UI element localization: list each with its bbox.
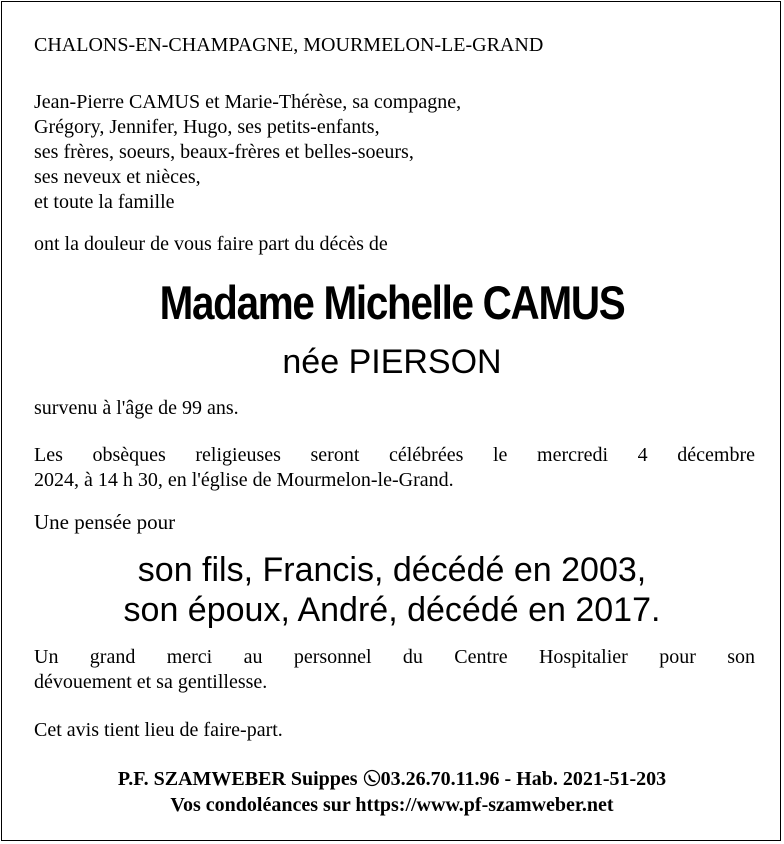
footer [2, 766, 782, 818]
family-line: ses neveux et nièces, [34, 166, 201, 188]
family-line: ses frères, soeurs, beaux-frères et belles-soeurs, [34, 141, 414, 163]
family-line: Grégory, Jennifer, Hugo, ses petits-enfants, [34, 116, 380, 138]
funeral-home-name: P.F. SZAMWEBER Suippes [117, 768, 358, 790]
family-line: Jean-Pierre CAMUS et Marie-Thérèse, sa compagne, [34, 91, 462, 113]
announcement: ont la douleur de vous faire part du décès de [34, 233, 388, 255]
funeral-details [34, 443, 755, 493]
memorial-block [2, 550, 782, 630]
family-line: et toute la famille [34, 191, 175, 213]
obituary-notice [1, 1, 781, 841]
thought-intro: Une pensée pour [34, 510, 176, 534]
thanks-line: Un grand merci au personnel du Centre Hospitalier pour son [34, 646, 755, 668]
notice-line: Cet avis tient lieu de faire-part. [34, 719, 283, 741]
condolences-line: Vos condoléances sur https://www.pf-szamweber.net [170, 794, 614, 816]
age-line: survenu à l'âge de 99 ans. [34, 397, 239, 419]
funeral-line: Les obsèques religieuses seront célébrées le mercredi 4 décembre [34, 444, 755, 466]
phone-icon [363, 766, 381, 792]
family-list [34, 90, 755, 215]
deceased-name: Madame Michelle CAMUS [159, 276, 625, 329]
thanks-line: dévouement et sa gentillesse. [34, 671, 268, 693]
location-heading: CHALONS-EN-CHAMPAGNE, MOURMELON-LE-GRAND [34, 34, 544, 56]
memorial-line: son fils, Francis, décédé en 2003, [137, 551, 647, 589]
phone-number: 03.26.70.11.96 - Hab. 2021-51-203 [380, 768, 667, 790]
footer-contact-line [2, 766, 782, 792]
funeral-line: 2024, à 14 h 30, en l'église de Mourmelon-le-Grand. [34, 469, 454, 491]
memorial-line: son époux, André, décédé en 2017. [123, 591, 661, 629]
maiden-name: née PIERSON [282, 343, 502, 381]
thanks-message [34, 645, 755, 695]
